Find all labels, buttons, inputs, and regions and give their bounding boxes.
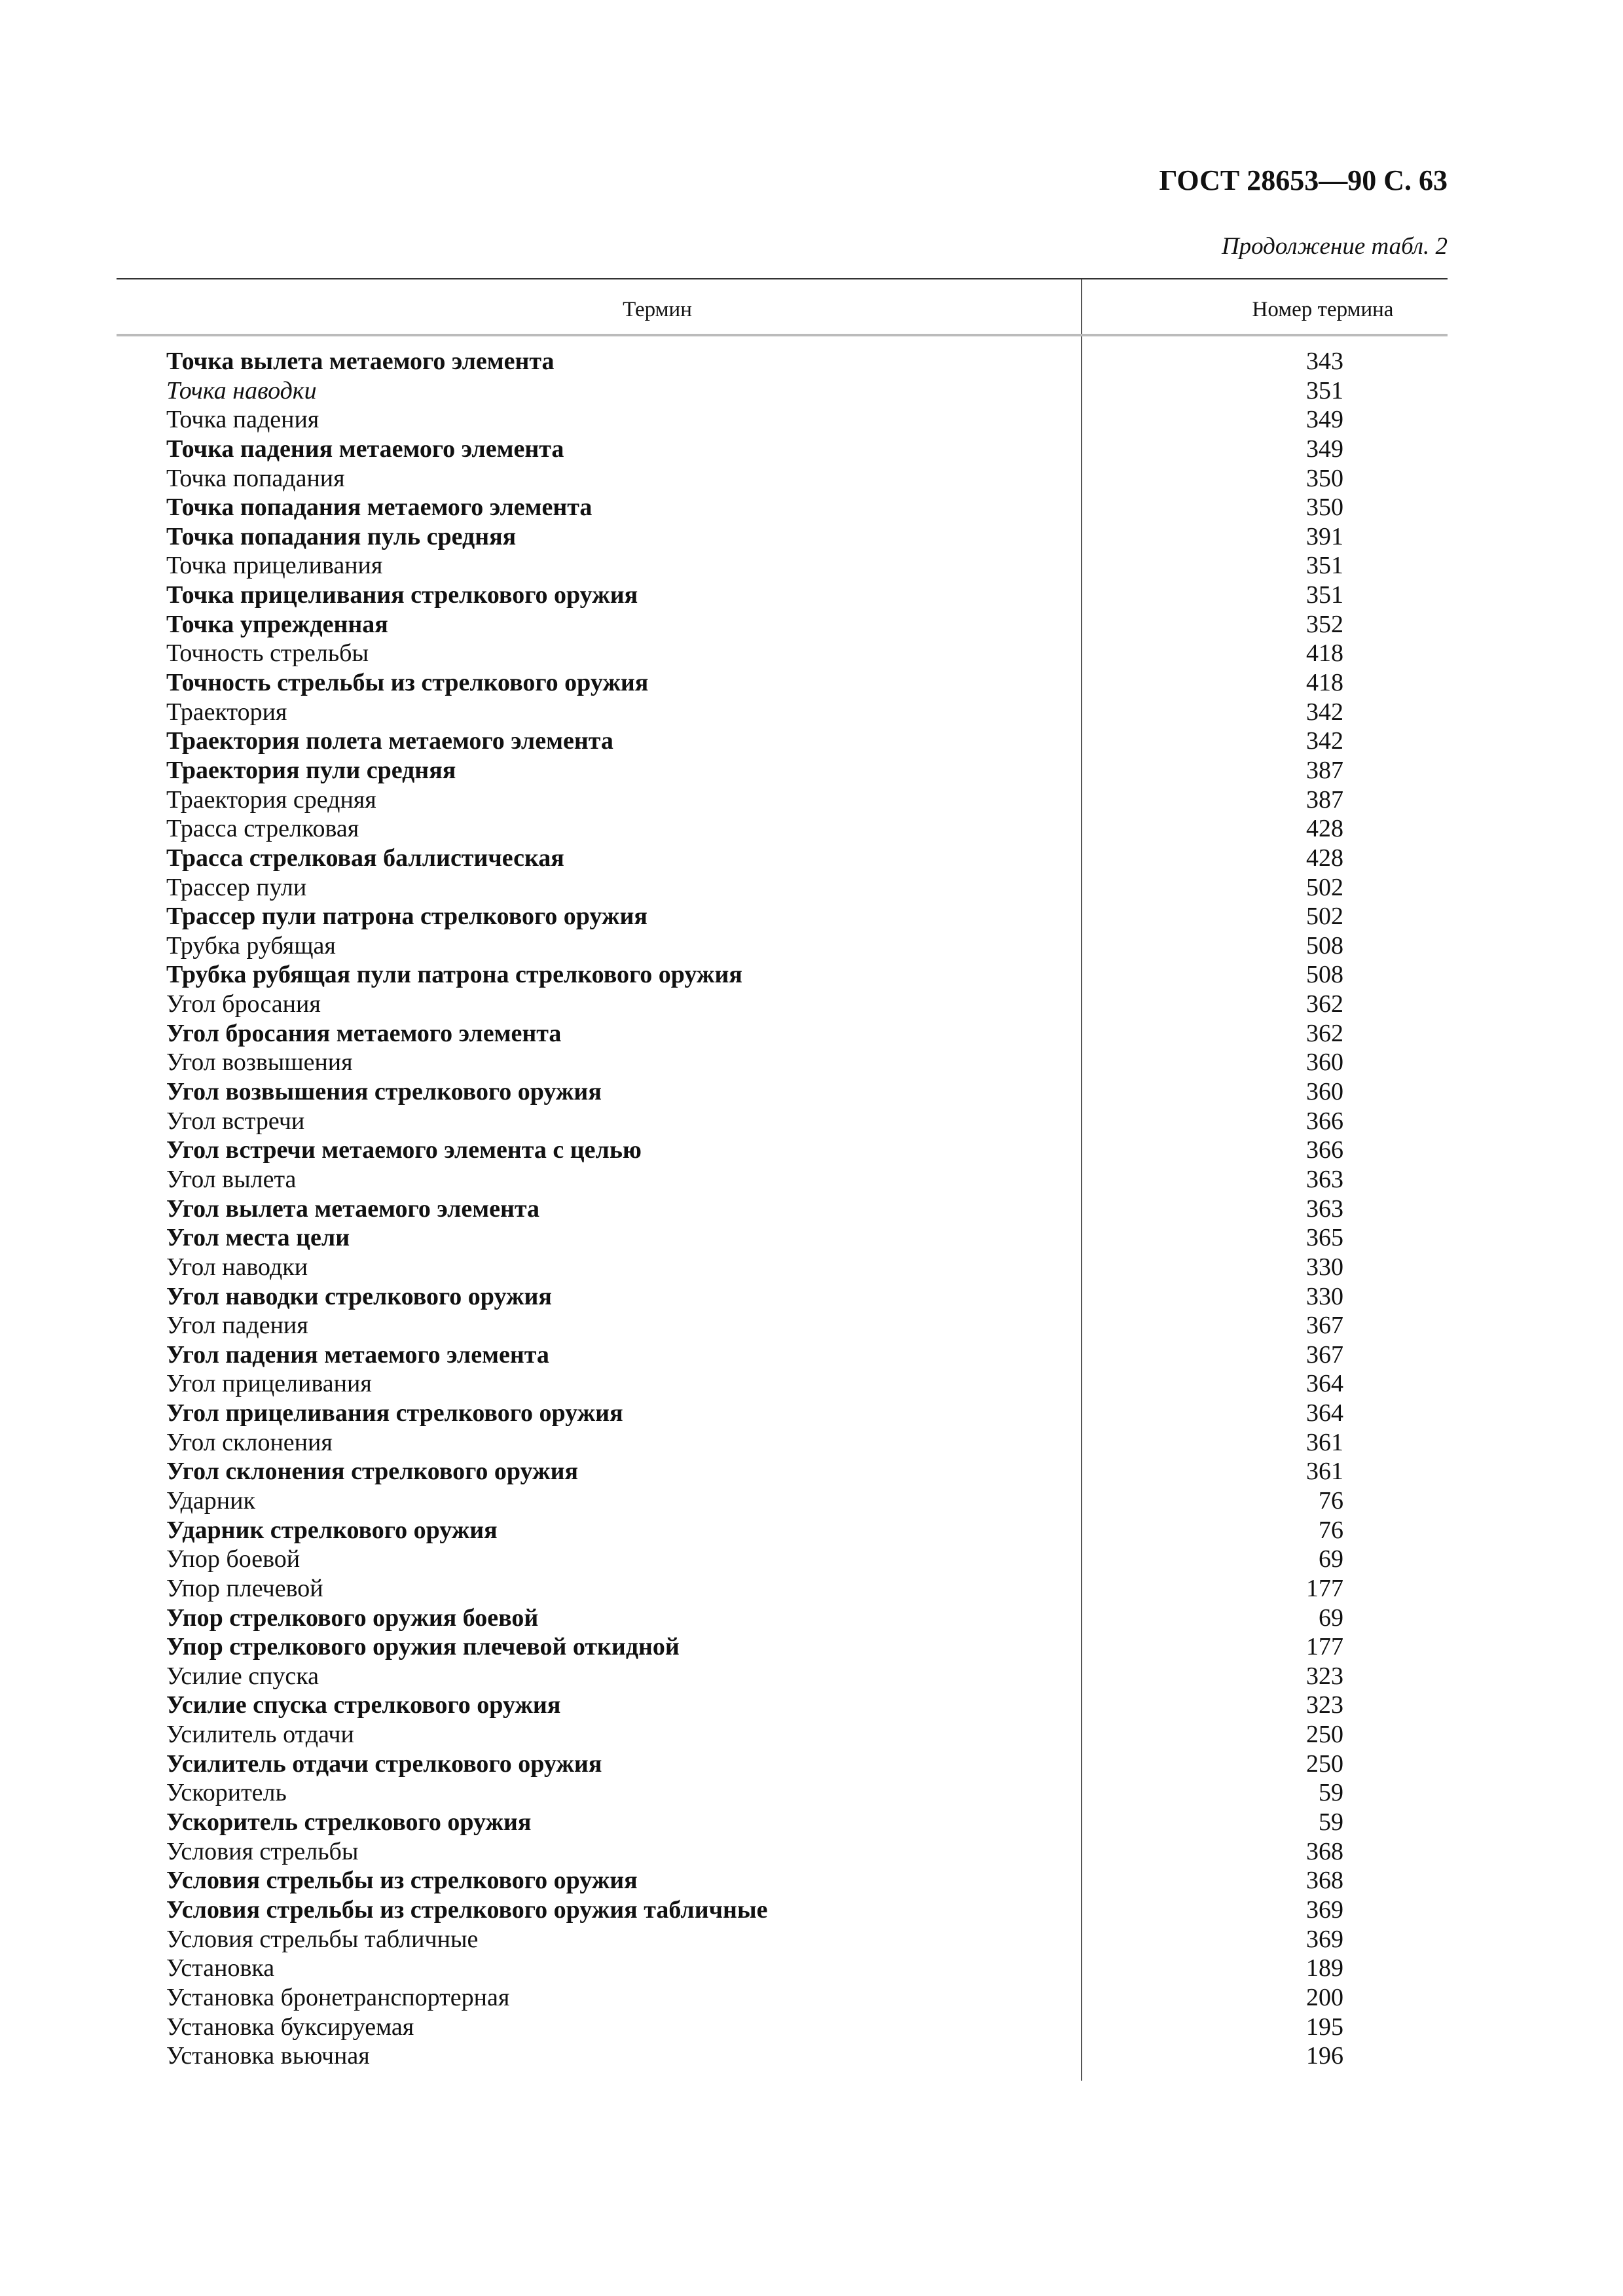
term-number-value: 76: [1319, 1486, 1343, 1515]
term-cell: Ударник: [166, 1486, 255, 1515]
term-number-value: 369: [1306, 1925, 1343, 1953]
term-cell: Условия стрельбы из стрелкового оружия: [166, 1867, 638, 1895]
term-number-value: 330: [1306, 1253, 1343, 1281]
table-row: [117, 376, 1448, 406]
term-cell: Условия стрельбы: [166, 1837, 359, 1865]
term-cell: Точность стрельбы из стрелкового оружия: [166, 669, 649, 697]
term-number-value: 502: [1306, 903, 1343, 931]
term-cell: Точность стрельбы: [166, 639, 369, 668]
term-number-cell: [1198, 1428, 1447, 1458]
term-cell: Трубка рубящая: [166, 931, 336, 960]
table-row: [117, 1691, 1448, 1720]
term-number-value: 177: [1306, 1633, 1343, 1661]
term-cell: Точка падения метаемого элемента: [166, 435, 564, 463]
table-row: [117, 1866, 1448, 1895]
term-cell: Точка попадания пуль средняя: [166, 522, 517, 550]
table-row: [117, 756, 1448, 785]
term-number-cell: [1198, 1545, 1447, 1574]
term-number-cell: [1198, 610, 1447, 639]
table-body: [117, 336, 1448, 2071]
term-cell: Трубка рубящая пули патрона стрелкового оружия: [166, 961, 742, 989]
term-number-cell: [1198, 435, 1447, 464]
term-cell: Точка упрежденная: [166, 610, 388, 638]
term-cell: Упор стрелкового оружия плечевой откидной: [166, 1633, 680, 1661]
table-row: [117, 1895, 1448, 1925]
page-header: ГОСТ 28653—90 С. 63: [1159, 164, 1448, 196]
table-row: [117, 1486, 1448, 1516]
term-cell: Трассер пули: [166, 873, 307, 901]
term-number-value: 59: [1319, 1808, 1343, 1837]
table-row: [117, 1311, 1448, 1340]
term-number-cell: [1198, 1837, 1447, 1867]
table-row: [117, 990, 1448, 1019]
term-number-value: 195: [1306, 2013, 1343, 2041]
table-row: [117, 347, 1448, 376]
term-number-cell: [1198, 1632, 1447, 1662]
term-number-cell: [1198, 1720, 1447, 1749]
term-cell: Ускоритель: [166, 1779, 287, 1807]
table-row: [117, 1983, 1448, 2013]
term-cell: Условия стрельбы табличные: [166, 1925, 479, 1953]
term-cell: Точка наводки: [166, 376, 317, 404]
term-number-value: 361: [1306, 1428, 1343, 1456]
term-number-cell: [1198, 376, 1447, 406]
term-cell: Трассер пули патрона стрелкового оружия: [166, 903, 647, 931]
term-cell: Упор плечевой: [166, 1574, 323, 1602]
term-number-cell: [1198, 1954, 1447, 1983]
term-cell: Угол места цели: [166, 1224, 350, 1252]
term-number-value: 361: [1306, 1458, 1343, 1486]
term-cell: Угол склонения стрелкового оружия: [166, 1458, 579, 1486]
term-number-value: 360: [1306, 1049, 1343, 1077]
term-number-value: 391: [1306, 522, 1343, 550]
table-row: [117, 960, 1448, 990]
term-cell: Угол наводки: [166, 1253, 308, 1281]
term-cell: Угол склонения: [166, 1428, 333, 1456]
term-cell: Упор стрелкового оружия боевой: [166, 1604, 539, 1632]
table-row: [117, 522, 1448, 552]
term-number-value: 69: [1319, 1545, 1343, 1573]
term-number-value: 508: [1306, 961, 1343, 989]
table-row: [117, 1574, 1448, 1604]
term-number-value: 177: [1306, 1574, 1343, 1602]
term-cell: Усилие спуска: [166, 1662, 319, 1690]
table-row: [117, 1662, 1448, 1691]
table-row: [117, 464, 1448, 493]
table-row: [117, 1545, 1448, 1574]
table-row: [117, 435, 1448, 464]
term-cell: Точка падения: [166, 406, 319, 434]
table-row: [117, 581, 1448, 610]
term-number-cell: [1198, 551, 1447, 581]
table-row: [117, 1340, 1448, 1370]
term-number-cell: [1198, 1253, 1447, 1282]
term-cell: Точка вылета метаемого элемента: [166, 348, 555, 375]
term-number-cell: [1198, 1107, 1447, 1136]
term-cell: Усилие спуска стрелкового оружия: [166, 1691, 561, 1719]
table-row: [117, 1194, 1448, 1224]
term-number-value: 362: [1306, 990, 1343, 1018]
term-cell: Установка: [166, 1954, 275, 1982]
column-header-term: Термин: [623, 298, 692, 321]
term-number-value: 350: [1306, 493, 1343, 522]
table-row: [117, 1253, 1448, 1282]
table-row: [117, 639, 1448, 668]
term-number-value: 387: [1306, 785, 1343, 814]
table-row: [117, 1632, 1448, 1662]
term-number-cell: [1198, 405, 1447, 435]
table-row: [117, 1457, 1448, 1486]
term-cell: Угол возвышения стрелкового оружия: [166, 1078, 602, 1106]
table-row: [117, 785, 1448, 815]
table-header-row: [117, 278, 1448, 336]
term-cell: Угол падения: [166, 1312, 308, 1340]
term-number-value: 418: [1306, 639, 1343, 668]
table-row: [117, 1808, 1448, 1837]
term-number-cell: [1198, 1399, 1447, 1428]
table-row: [117, 2041, 1448, 2071]
term-number-cell: [1198, 1749, 1447, 1779]
term-cell: Траектория полета метаемого элемента: [166, 727, 613, 755]
term-number-cell: [1198, 1311, 1447, 1340]
term-number-cell: [1198, 1662, 1447, 1691]
term-number-cell: [1198, 347, 1447, 376]
term-number-value: 76: [1319, 1516, 1343, 1544]
term-number-value: 250: [1306, 1749, 1343, 1778]
term-number-cell: [1198, 2013, 1447, 2042]
term-number-cell: [1198, 522, 1447, 552]
term-cell: Условия стрельбы из стрелкового оружия табличные: [166, 1895, 768, 1924]
term-cell: Упор боевой: [166, 1545, 301, 1573]
term-number-value: 351: [1306, 581, 1343, 609]
term-number-cell: [1198, 1778, 1447, 1808]
table-row: [117, 902, 1448, 931]
term-number-value: 189: [1306, 1954, 1343, 1982]
term-number-cell: [1198, 1194, 1447, 1224]
term-number-value: 363: [1306, 1165, 1343, 1193]
term-number-value: 365: [1306, 1224, 1343, 1252]
table-row: [117, 1369, 1448, 1399]
term-number-cell: [1198, 698, 1447, 727]
term-number-cell: [1198, 1019, 1447, 1049]
term-number-cell: [1198, 1866, 1447, 1895]
term-number-cell: [1198, 726, 1447, 756]
term-number-cell: [1198, 493, 1447, 522]
table-row: [117, 1954, 1448, 1983]
table-row: [117, 493, 1448, 522]
table-row: [117, 814, 1448, 844]
table-row: [117, 1282, 1448, 1312]
term-cell: Траектория средняя: [166, 785, 376, 814]
table-row: [117, 610, 1448, 639]
table-row: [117, 1720, 1448, 1749]
term-number-cell: [1198, 1340, 1447, 1370]
term-number-cell: [1198, 639, 1447, 668]
term-cell: Угол бросания метаемого элемента: [166, 1019, 562, 1047]
term-number-value: 69: [1319, 1604, 1343, 1632]
table-row: [117, 844, 1448, 873]
term-number-value: 368: [1306, 1837, 1343, 1865]
term-number-value: 59: [1319, 1779, 1343, 1807]
term-number-cell: [1198, 1516, 1447, 1545]
term-number-value: 368: [1306, 1867, 1343, 1895]
table-row: [117, 1749, 1448, 1779]
table-row: [117, 1077, 1448, 1107]
term-cell: Траектория пули средняя: [166, 756, 456, 784]
term-number-cell: [1198, 1895, 1447, 1925]
table-row: [117, 698, 1448, 727]
table-row: [117, 1925, 1448, 1954]
term-cell: Точка попадания метаемого элемента: [166, 493, 593, 522]
term-number-value: 250: [1306, 1721, 1343, 1749]
term-number-cell: [1198, 756, 1447, 785]
term-number-value: 387: [1306, 756, 1343, 784]
term-number-cell: [1198, 2041, 1447, 2071]
term-number-cell: [1198, 1574, 1447, 1604]
term-number-value: 367: [1306, 1340, 1343, 1369]
term-number-cell: [1198, 581, 1447, 610]
term-number-cell: [1198, 1486, 1447, 1516]
table-row: [117, 931, 1448, 961]
term-cell: Угол наводки стрелкового оружия: [166, 1282, 552, 1310]
term-number-cell: [1198, 931, 1447, 961]
term-number-cell: [1198, 464, 1447, 493]
term-number-cell: [1198, 1691, 1447, 1720]
term-number-value: 342: [1306, 698, 1343, 726]
table-row: [117, 2013, 1448, 2042]
term-number-value: 323: [1306, 1691, 1343, 1719]
term-number-value: 363: [1306, 1194, 1343, 1223]
term-cell: Усилитель отдачи: [166, 1721, 354, 1749]
term-cell: Точка попадания: [166, 464, 345, 492]
term-number-cell: [1198, 1282, 1447, 1312]
table-row: [117, 1778, 1448, 1808]
term-number-cell: [1198, 1136, 1447, 1165]
term-cell: Точка прицеливания: [166, 552, 383, 580]
term-cell: Трасса стрелковая: [166, 815, 359, 843]
terms-table: [117, 278, 1448, 2071]
term-number-value: 364: [1306, 1370, 1343, 1398]
table-row: [117, 551, 1448, 581]
term-number-value: 351: [1306, 552, 1343, 580]
table-row: [117, 1107, 1448, 1136]
table-row: [117, 1165, 1448, 1194]
term-number-cell: [1198, 668, 1447, 698]
term-number-value: 362: [1306, 1019, 1343, 1047]
term-cell: Ускоритель стрелкового оружия: [166, 1808, 532, 1837]
term-cell: Трасса стрелковая баллистическая: [166, 844, 564, 872]
term-number-value: 200: [1306, 1983, 1343, 2011]
term-number-value: 428: [1306, 844, 1343, 872]
term-number-value: 343: [1306, 348, 1343, 375]
term-number-value: 366: [1306, 1107, 1343, 1135]
term-number-value: 352: [1306, 610, 1343, 638]
term-number-value: 418: [1306, 669, 1343, 697]
table-row: [117, 405, 1448, 435]
term-number-cell: [1198, 1048, 1447, 1077]
term-number-value: 349: [1306, 406, 1343, 434]
term-number-cell: [1198, 1925, 1447, 1954]
term-cell: Установка бронетранспортерная: [166, 1983, 510, 2011]
table-continuation-label: Продолжение табл. 2: [1221, 233, 1448, 260]
term-number-value: 349: [1306, 435, 1343, 463]
term-number-value: 350: [1306, 464, 1343, 492]
term-number-cell: [1198, 1077, 1447, 1107]
term-number-value: 366: [1306, 1136, 1343, 1164]
term-cell: Установка буксируемая: [166, 2013, 414, 2041]
term-number-value: 330: [1306, 1282, 1343, 1310]
table-row: [117, 1048, 1448, 1077]
term-number-value: 351: [1306, 376, 1343, 404]
term-cell: Угол встречи метаемого элемента с целью: [166, 1136, 642, 1164]
term-number-cell: [1198, 1604, 1447, 1633]
table-row: [117, 1399, 1448, 1428]
term-number-value: 428: [1306, 815, 1343, 843]
term-number-cell: [1198, 1808, 1447, 1837]
term-number-cell: [1198, 960, 1447, 990]
term-number-value: 196: [1306, 2042, 1343, 2070]
term-number-cell: [1198, 1369, 1447, 1399]
table-row: [117, 1516, 1448, 1545]
term-cell: Усилитель отдачи стрелкового оружия: [166, 1749, 602, 1778]
table-row: [117, 1136, 1448, 1165]
term-number-value: 364: [1306, 1399, 1343, 1427]
term-number-value: 369: [1306, 1895, 1343, 1924]
term-number-cell: [1198, 1983, 1447, 2013]
term-cell: Угол бросания: [166, 990, 321, 1018]
term-cell: Угол прицеливания: [166, 1370, 372, 1398]
term-cell: Ударник стрелкового оружия: [166, 1516, 498, 1544]
table-row: [117, 873, 1448, 903]
term-cell: Траектория: [166, 698, 287, 726]
term-cell: Угол вылета: [166, 1165, 297, 1193]
table-row: [117, 1837, 1448, 1867]
term-number-value: 342: [1306, 727, 1343, 755]
term-cell: Установка вьючная: [166, 2042, 370, 2070]
term-number-cell: [1198, 814, 1447, 844]
term-number-cell: [1198, 873, 1447, 903]
table-row: [117, 726, 1448, 756]
term-cell: Точка прицеливания стрелкового оружия: [166, 581, 638, 609]
table-row: [117, 1019, 1448, 1049]
table-row: [117, 1604, 1448, 1633]
term-number-cell: [1198, 1165, 1447, 1194]
term-cell: Угол возвышения: [166, 1049, 353, 1077]
term-number-value: 360: [1306, 1078, 1343, 1106]
term-number-cell: [1198, 785, 1447, 815]
table-row: [117, 1223, 1448, 1253]
column-header-number: Номер термина: [1252, 298, 1394, 321]
term-number-cell: [1198, 990, 1447, 1019]
table-row: [117, 1428, 1448, 1458]
term-cell: Угол прицеливания стрелкового оружия: [166, 1399, 623, 1427]
term-number-value: 508: [1306, 931, 1343, 960]
table-row: [117, 668, 1448, 698]
term-number-value: 367: [1306, 1312, 1343, 1340]
term-number-cell: [1198, 844, 1447, 873]
term-cell: Угол вылета метаемого элемента: [166, 1194, 540, 1223]
term-number-cell: [1198, 1457, 1447, 1486]
term-number-cell: [1198, 902, 1447, 931]
term-number-value: 502: [1306, 873, 1343, 901]
term-number-cell: [1198, 1223, 1447, 1253]
term-cell: Угол падения метаемого элемента: [166, 1340, 549, 1369]
term-number-value: 323: [1306, 1662, 1343, 1690]
term-cell: Угол встречи: [166, 1107, 305, 1135]
